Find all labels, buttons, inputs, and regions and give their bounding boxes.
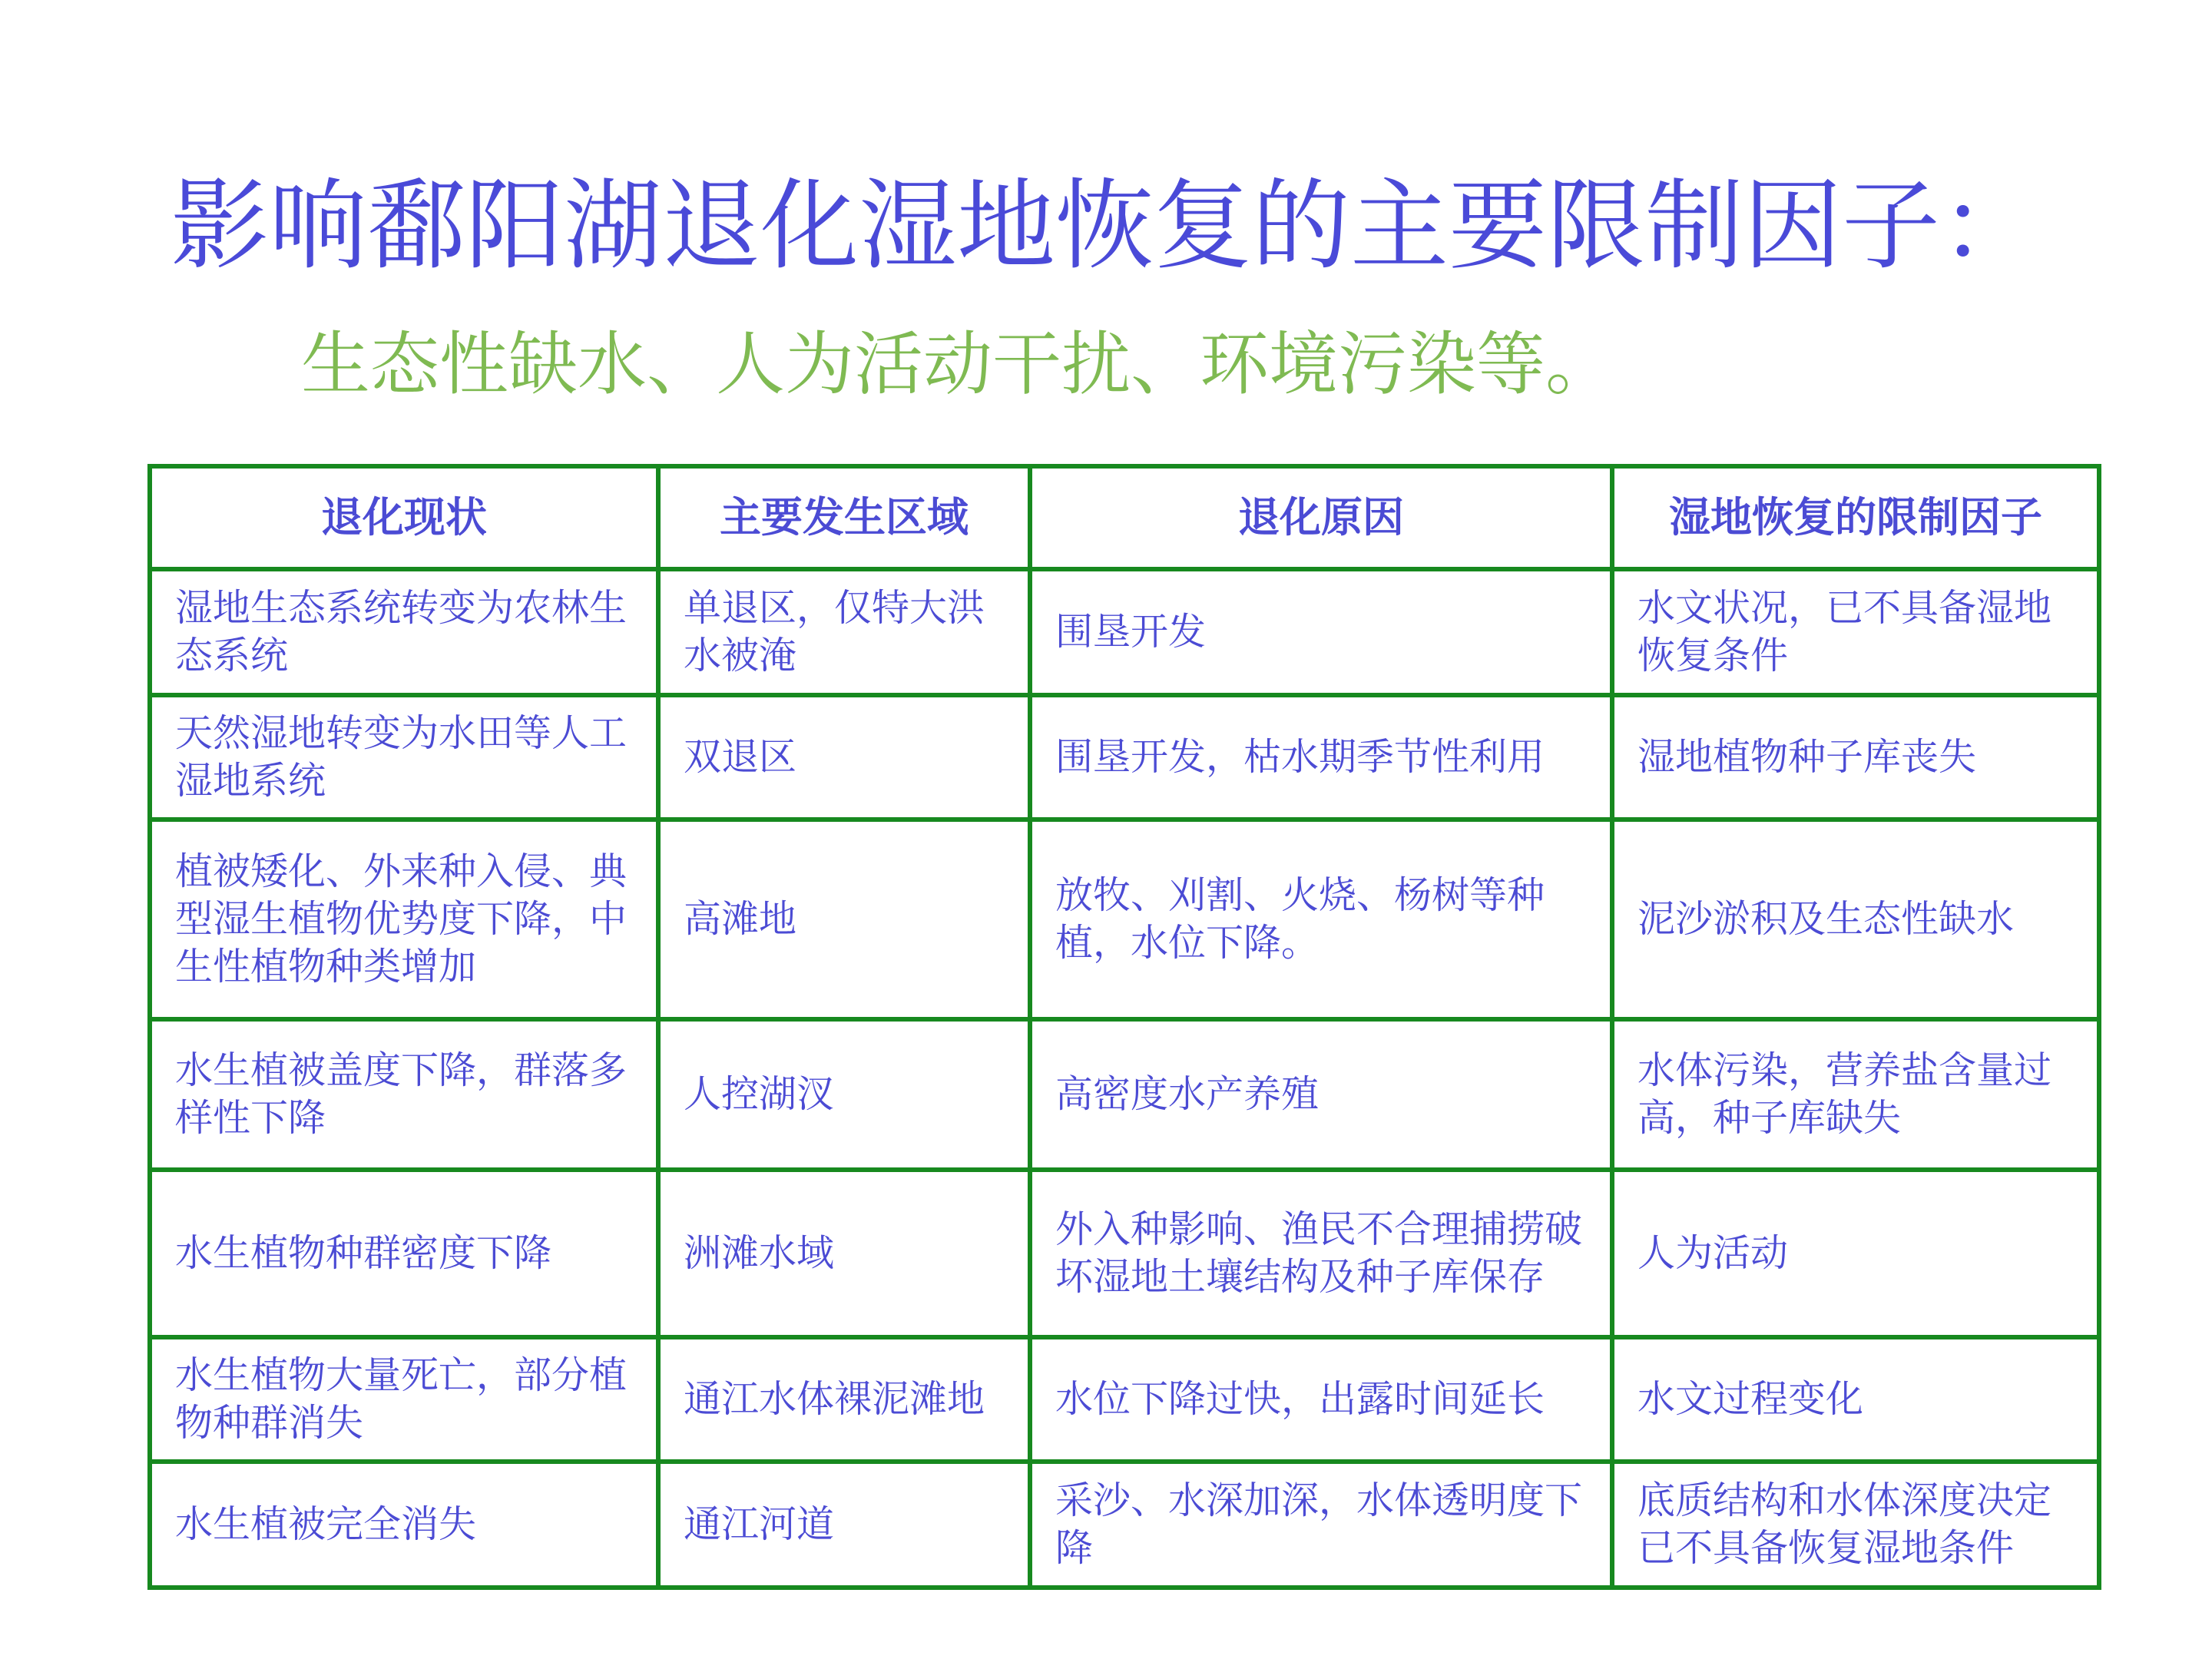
cell-limiting-factor: 水文过程变化 bbox=[1612, 1337, 2099, 1462]
cell-degradation-status: 水生植被盖度下降，群落多样性下降 bbox=[150, 1019, 658, 1170]
cell-main-area: 洲滩水域 bbox=[658, 1170, 1030, 1337]
slide-title: 影响鄱阳湖退化湿地恢复的主要限制因子： bbox=[171, 169, 2039, 283]
cell-degradation-cause: 围垦开发 bbox=[1030, 569, 1612, 695]
table-header bbox=[150, 466, 2099, 569]
header-main-area: 主要发生区域 bbox=[658, 466, 1030, 569]
table-header-row bbox=[150, 466, 2099, 569]
cell-limiting-factor: 水文状况，已不具备湿地恢复条件 bbox=[1612, 569, 2099, 695]
table-row bbox=[150, 1019, 2099, 1170]
table-row bbox=[150, 820, 2099, 1019]
cell-main-area: 高滩地 bbox=[658, 820, 1030, 1019]
cell-degradation-status: 水生植物种群密度下降 bbox=[150, 1170, 658, 1337]
header-degradation-cause: 退化原因 bbox=[1030, 466, 1612, 569]
cell-limiting-factor: 湿地植物种子库丧失 bbox=[1612, 695, 2099, 820]
limiting-factors-table bbox=[147, 464, 2101, 1590]
table-row bbox=[150, 695, 2099, 820]
cell-degradation-status: 天然湿地转变为水田等人工湿地系统 bbox=[150, 695, 658, 820]
cell-main-area: 通江水体裸泥滩地 bbox=[658, 1337, 1030, 1462]
cell-limiting-factor: 人为活动 bbox=[1612, 1170, 2099, 1337]
cell-main-area: 双退区 bbox=[658, 695, 1030, 820]
cell-degradation-status: 湿地生态系统转变为农林生态系统 bbox=[150, 569, 658, 695]
cell-degradation-status: 植被矮化、外来种入侵、典型湿生植物优势度下降，中生性植物种类增加 bbox=[150, 820, 658, 1019]
cell-limiting-factor: 底质结构和水体深度决定已不具备恢复湿地条件 bbox=[1612, 1462, 2099, 1588]
cell-degradation-status: 水生植物大量死亡，部分植物种群消失 bbox=[150, 1337, 658, 1462]
header-degradation-status: 退化现状 bbox=[150, 466, 658, 569]
cell-limiting-factor: 泥沙淤积及生态性缺水 bbox=[1612, 820, 2099, 1019]
cell-degradation-cause: 水位下降过快，出露时间延长 bbox=[1030, 1337, 1612, 1462]
cell-degradation-status: 水生植被完全消失 bbox=[150, 1462, 658, 1588]
table-row bbox=[150, 1337, 2099, 1462]
cell-degradation-cause: 高密度水产养殖 bbox=[1030, 1019, 1612, 1170]
table-body bbox=[150, 569, 2099, 1588]
table-row bbox=[150, 1462, 2099, 1588]
table-row bbox=[150, 569, 2099, 695]
cell-degradation-cause: 外入种影响、渔民不合理捕捞破坏湿地土壤结构及种子库保存 bbox=[1030, 1170, 1612, 1337]
cell-degradation-cause: 放牧、刈割、火烧、杨树等种植，水位下降。 bbox=[1030, 820, 1612, 1019]
cell-main-area: 通江河道 bbox=[658, 1462, 1030, 1588]
cell-limiting-factor: 水体污染，营养盐含量过高，种子库缺失 bbox=[1612, 1019, 2099, 1170]
table-row bbox=[150, 1170, 2099, 1337]
cell-degradation-cause: 采沙、水深加深，水体透明度下降 bbox=[1030, 1462, 1612, 1588]
cell-degradation-cause: 围垦开发，枯水期季节性利用 bbox=[1030, 695, 1612, 820]
cell-main-area: 人控湖汊 bbox=[658, 1019, 1030, 1170]
header-restoration-limiting-factor: 湿地恢复的限制因子 bbox=[1612, 466, 2099, 569]
slide-subtitle: 生态性缺水、人为活动干扰、环境污染等。 bbox=[301, 324, 1614, 405]
cell-main-area: 单退区，仅特大洪水被淹 bbox=[658, 569, 1030, 695]
